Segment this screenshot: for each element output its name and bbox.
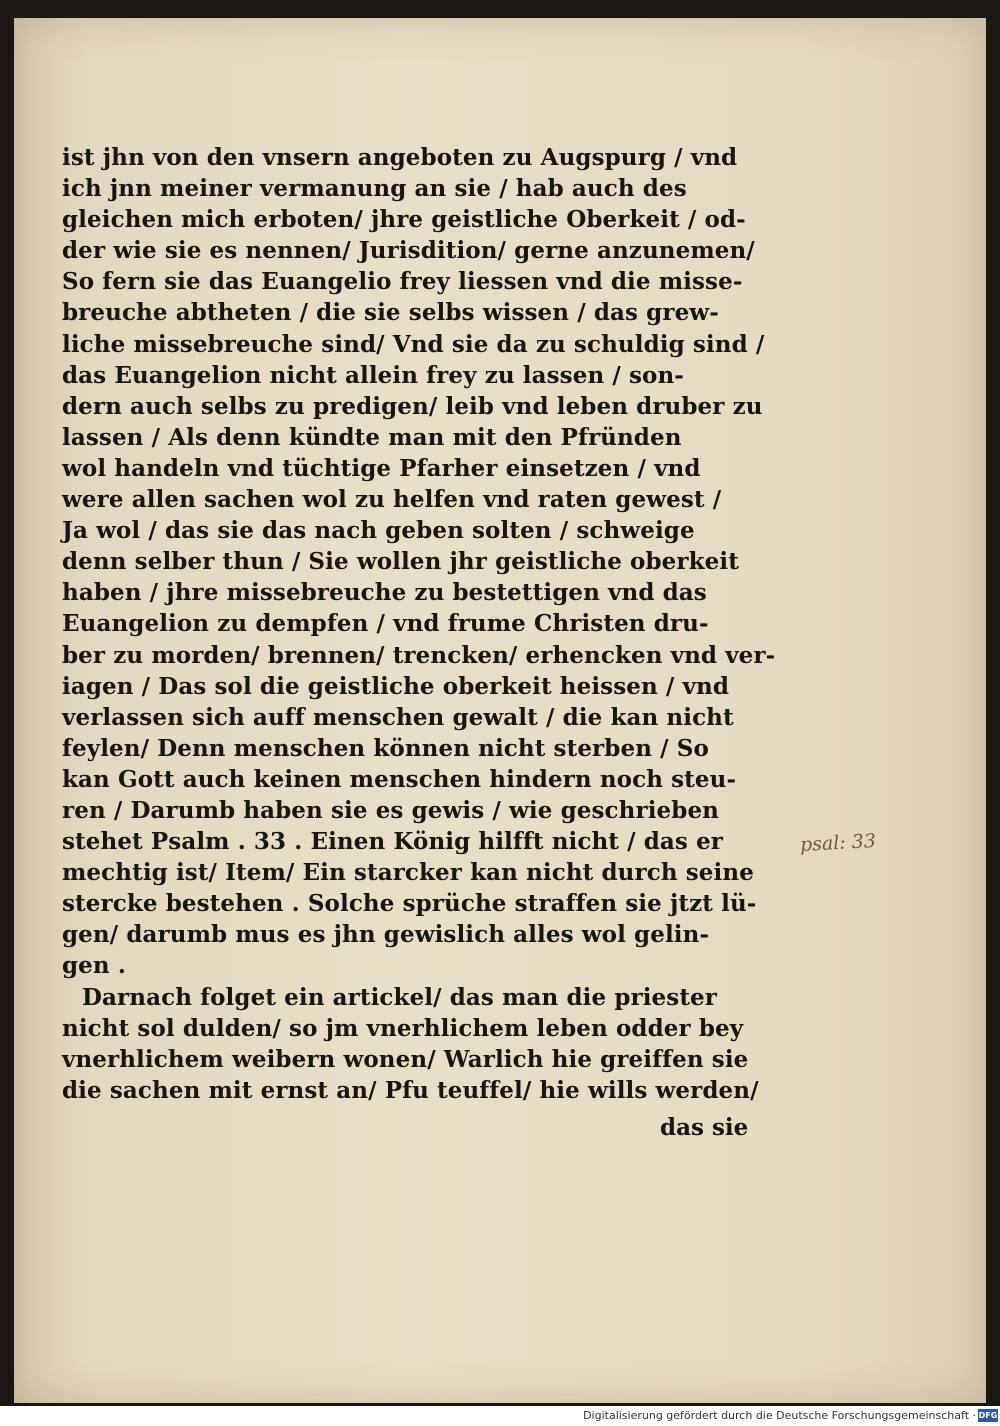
text-line: denn selber thun / Sie wollen jhr geistliche oberkeit bbox=[62, 548, 739, 576]
digitization-footer bbox=[0, 1406, 1000, 1426]
text-line: iagen / Das sol die geistliche oberkeit heissen / vnd bbox=[62, 672, 729, 700]
catchword: das sie bbox=[660, 1114, 749, 1141]
text-line: dern auch selbs zu predigen/ leib vnd leben druber zu bbox=[62, 392, 763, 420]
text-line: gleichen mich erboten/ jhre geistliche Oberkeit / od- bbox=[62, 206, 746, 234]
text-line: Ja wol / das sie das nach geben solten / schweige bbox=[62, 517, 695, 545]
text-line: liche missebreuche sind/ Vnd sie da zu schuldig sind / bbox=[62, 330, 765, 358]
text-line: ren / Darumb haben sie es gewis / wie geschrieben bbox=[62, 796, 719, 824]
text-line: ist jhn von den vnsern angeboten zu Augspurg / vnd bbox=[62, 144, 738, 171]
text-line: kan Gott auch keinen menschen hindern noch steu- bbox=[62, 765, 737, 793]
paragraph-start-line: Darnach folget ein artickel/ das man die priester bbox=[82, 983, 718, 1011]
text-line: ich jnn meiner vermanung an sie / hab auch des bbox=[62, 175, 687, 203]
text-line: der wie sie es nennen/ Jurisdition/ gerne anzunemen/ bbox=[62, 237, 755, 265]
text-line: breuche abtheten / die sie selbs wissen / das grew- bbox=[62, 299, 719, 327]
footer-credit: Digitalisierung gefördert durch die Deutsche Forschungsgemeinschaft · bbox=[583, 1409, 976, 1422]
dfg-logo-icon: DFG bbox=[978, 1411, 998, 1420]
text-line: ber zu morden/ brennen/ trencken/ erhencken vnd ver- bbox=[62, 641, 776, 669]
text-line: lassen / Als denn kündte man mit den Pfründen bbox=[62, 423, 682, 451]
text-line: verlassen sich auff menschen gewalt / die kan nicht bbox=[62, 703, 734, 731]
text-line: Euangelion zu dempfen / vnd frume Christen dru- bbox=[62, 610, 709, 638]
text-line: mechtig ist/ Item/ Ein starcker kan nicht durch seine bbox=[62, 859, 754, 887]
text-line: wol handeln vnd tüchtige Pfarher einsetzen / vnd bbox=[62, 454, 701, 482]
text-line: das Euangelion nicht allein frey zu lassen / son- bbox=[62, 361, 684, 389]
text-line: were allen sachen wol zu helfen vnd raten gewest / bbox=[62, 486, 722, 514]
text-line: feylen/ Denn menschen können nicht sterben / So bbox=[62, 734, 709, 762]
text-line: gen . bbox=[62, 952, 126, 980]
marginal-annotation: psal: 33 bbox=[799, 830, 877, 856]
text-line: So fern sie das Euangelio frey liessen vnd die misse- bbox=[62, 268, 743, 296]
text-line: die sachen mit ernst an/ Pfu teuffel/ hie wills werden/ bbox=[62, 1076, 759, 1104]
text-block bbox=[62, 142, 776, 1106]
text-line: gen/ darumb mus es jhn gewislich alles wol gelin- bbox=[62, 921, 710, 949]
text-line: nicht sol dulden/ so jm vnerhlichem leben odder bey bbox=[62, 1014, 744, 1042]
text-line: haben / jhre missebreuche zu bestettigen vnd das bbox=[62, 579, 707, 607]
text-line: stehet Psalm . 33 . Einen König hilfft nicht / das er bbox=[62, 828, 724, 856]
text-line: vnerhlichem weibern wonen/ Warlich hie greiffen sie bbox=[62, 1045, 749, 1073]
text-line: stercke bestehen . Solche sprüche straffen sie jtzt lü- bbox=[62, 890, 757, 918]
